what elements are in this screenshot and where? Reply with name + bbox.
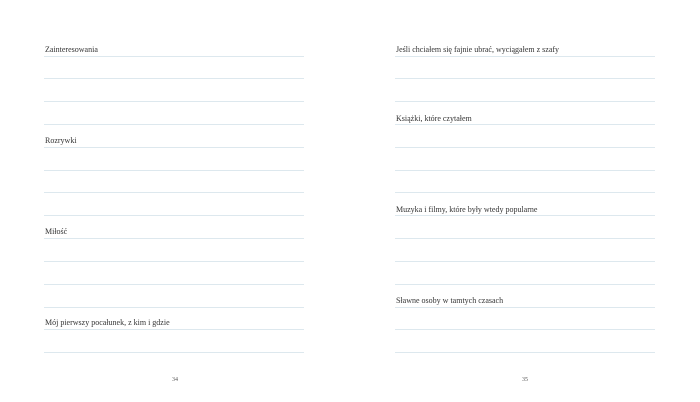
- writing-line: [395, 192, 655, 193]
- writing-line: [395, 101, 655, 102]
- writing-line: [395, 124, 655, 125]
- writing-line: [395, 284, 655, 285]
- writing-line: [44, 352, 304, 353]
- writing-line: [44, 56, 304, 57]
- prompt-first-kiss: Mój pierwszy pocałunek, z kim i gdzie: [45, 318, 170, 327]
- prompt-music-films: Muzyka i filmy, które były wtedy popularne: [396, 205, 538, 214]
- prompt-interests: Zainteresowania: [45, 45, 98, 54]
- page-number: 34: [172, 377, 178, 383]
- writing-line: [44, 261, 304, 262]
- writing-line: [395, 215, 655, 216]
- writing-line: [395, 261, 655, 262]
- writing-line: [44, 192, 304, 193]
- prompt-famous-people: Sławne osoby w tamtych czasach: [396, 296, 504, 305]
- writing-line: [44, 147, 304, 148]
- writing-line: [395, 170, 655, 171]
- writing-line: [395, 307, 655, 308]
- writing-line: [44, 124, 304, 125]
- prompt-entertainment: Rozrywki: [45, 136, 77, 145]
- writing-line: [44, 238, 304, 239]
- prompt-books: Książki, które czytałem: [396, 114, 472, 123]
- writing-line: [44, 329, 304, 330]
- writing-line: [44, 170, 304, 171]
- writing-line: [395, 56, 655, 57]
- writing-line: [395, 238, 655, 239]
- writing-line: [395, 352, 655, 353]
- writing-line: [44, 284, 304, 285]
- prompt-love: Miłość: [45, 227, 68, 236]
- writing-line: [395, 78, 655, 79]
- writing-line: [44, 215, 304, 216]
- writing-line: [44, 78, 304, 79]
- writing-line: [44, 101, 304, 102]
- page-number: 35: [522, 377, 528, 383]
- writing-line: [395, 329, 655, 330]
- writing-line: [44, 307, 304, 308]
- prompt-clothes: Jeśli chciałem się fajnie ubrać, wyciągałem z szafy: [396, 45, 560, 54]
- writing-line: [395, 147, 655, 148]
- right-page: [350, 0, 700, 402]
